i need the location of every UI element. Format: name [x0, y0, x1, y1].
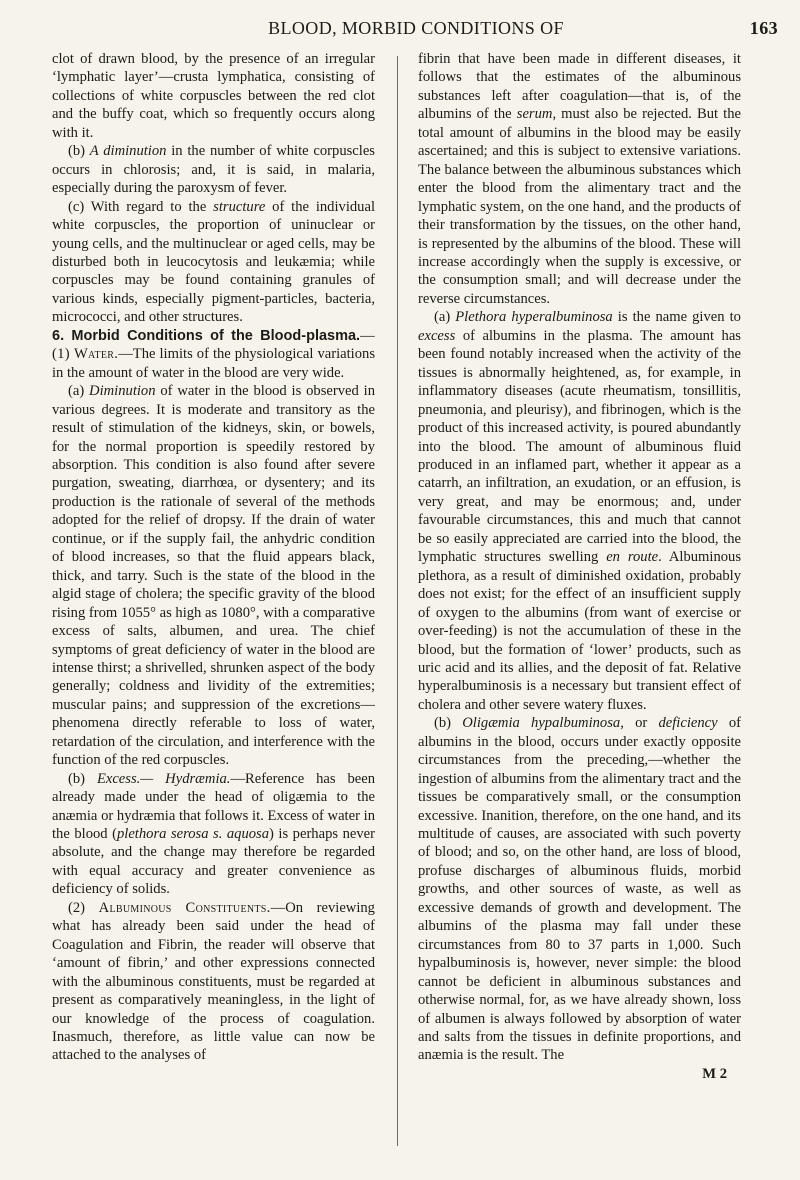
item-label: (a) — [434, 309, 451, 326]
item-label: (c) — [68, 198, 85, 215]
paragraph-text: of albumins in the blood, occurs under exactly opposite circumstances from the preceding,—whether the ingestion of albumins from the alimentary tract and the tissues be comparatively small, or the consumption excessive. Inanition, therefore, on the one hand, and its multitude of causes, are associated with such poverty of blood; and so, on the other hand, are loss of blood, profuse discharges of albuminous fluids, morbid growths, and other sources of waste, as well as excessive demands of growth and development. The albumins of the plasma may fall under these circumstances from 80 to 37 parts in 1,000. Such hypalbuminosis is, however, never simple: the blood cannot be deficient in albuminous substances and otherwise normal, for, as we have already shown, loss of albumen is always followed by absorption of water and salts from the tissues in definite proportions, and anæmia is the result. The — [418, 715, 741, 1064]
italic-term: serum — [516, 106, 553, 123]
item-label: (b) — [68, 143, 86, 160]
paragraph-text: fibrin that have been made in different diseases, it follows that the estimates of the albuminous substances left after coagulation—that is, of the albumins of the — [418, 51, 741, 123]
subsection-heading: Albuminous Constituents. — [98, 899, 271, 916]
paragraph-text: , or — [620, 715, 648, 732]
paragraph-text: With regard to the — [90, 198, 207, 215]
page-number: 163 — [749, 18, 778, 38]
italic-term: Oligæmia hypalbuminosa — [462, 715, 621, 732]
italic-term: Excess.— Hydræmia. — [96, 770, 231, 787]
section-6-paragraph — [52, 327, 375, 382]
italic-term: structure — [213, 198, 266, 215]
item-label: (b) — [68, 770, 86, 787]
signature-mark: M 2 — [702, 1065, 727, 1082]
column-divider — [397, 56, 398, 1146]
paragraph-continuation — [418, 50, 741, 308]
paragraph-continuation — [52, 50, 375, 142]
paragraph-text: is the name given to — [617, 309, 741, 326]
paragraph-water-excess — [52, 770, 375, 899]
italic-term: excess — [418, 327, 456, 344]
paragraph-white-corpuscle-diminution — [52, 142, 375, 197]
paragraph-text: , must also be rejected. But the total amount of albumins in the blood may be easily ascertained; and this is subject to extensive variations. The balance between the albuminous substances which enter the blood from the alimentary tract and the lymphatic system, on the one hand, and the products of their transformation by the tissues, on the other hand, is represented by the albumins of the blood. These will increase accordingly when the supply is excessive, or the consumption small; and will decrease under the reverse circumstances. — [418, 106, 741, 307]
paragraph-text: —On reviewing what has already been said under the head of Coagulation and Fibrin, the reader will observe that ‘amount of fibrin,’ and other expressions connected with the albuminous constituents, must be regarded at present as comparatively meaningless, in the light of our knowledge of the process of coagulation. Inasmuch, therefore, as little value can now be attached to the analyses of — [52, 899, 375, 1064]
paragraph-hypalbuminosa — [418, 714, 741, 1065]
paragraph-text: ) is perhaps never absolute, and the change may therefore be regarded with equal accuracy and greater convenience as deficiency of solids. — [52, 826, 375, 898]
paragraph-text: of water in the blood is observed in various degrees. It is moderate and transitory as the result of stimulation of the kidneys, skin, or bowels, for the normal proportion is speedily restored by absorption. This condition is also found after severe purgation, sweating, diarrhœa, or dysentery; and its production is the rationale of several of the methods adopted for the relief of dropsy. If the drain of water continue, or if the supply fail, the anhydric condition of blood increases, so that the fluid appears black, thick, and tarry. Such is the state of the blood in the algid stage of cholera; the specific gravity of the blood rising from 1055° as high as 1080°, with a comparative excess of salts, albumen, and urea. The chief symptoms of great deficiency of water in the blood are intense thirst; a shrivelled, shrunken aspect of the body generally; coldness and lividity of the extremities; muscular pains; and suppression of the excretions—phenomena directly referable to loss of water, retardation of the circulation, and interference with the function of the red corpuscles. — [52, 383, 375, 769]
paragraph-text: of albumins in the plasma. The amount has been found notably increased when the activity of the tissues is abnormally heightened, as, for example, in inflammatory diseases (acute rheumatism, tonsillitis, pneumonia, and pleurisy), and fibrinogen, which is the product of this increased activity, is poured abundantly into the blood. The amount of albuminous fluid produced in an inflamed part, whether it appear as a catarrh, an infiltration, an exudation, or an effusion, is very great, and may be enormous; and, under favourable circumstances, this and much that cannot be so easily appreciated are carried into the blood, the lymphatic structures swelling — [418, 327, 741, 566]
subsection-heading: —(1) Water. — [52, 327, 375, 363]
section-heading: 6. Morbid Conditions of the Blood-plasma. — [52, 327, 361, 344]
right-column — [418, 50, 741, 1083]
italic-term: plethora serosa s. aquosa — [116, 826, 270, 843]
paragraph-text: . Albuminous plethora, as a result of diminished oxidation, probably does not exist; for the effect of an insufficient supply of oxygen to the albumins (from want of exercise or over-feeding) is not the accumulation of these in the blood, but the formation of ‘lower’ products, such as uric acid and its allies, and the deposit of fat. Relative hyperalbuminosis is a necessary but transient effect of cholera and other severe watery fluxes. — [418, 549, 742, 713]
italic-term: en route — [606, 549, 659, 566]
italic-term: deficiency — [658, 715, 718, 732]
italic-term: Plethora hyperalbuminosa — [455, 309, 613, 326]
left-column — [52, 50, 375, 1065]
paragraph-text: —The limits of the physiological variations in the amount of water in the blood are very wide. — [52, 346, 375, 381]
running-head — [54, 18, 778, 42]
italic-term: Diminution — [89, 383, 156, 400]
paragraph-text: clot of drawn blood, by the presence of an irregular ‘lymphatic layer’—crusta lymphatica, consisting of collections of white corpuscles between the red clot and the buffy coat, which so frequently occurs along with it. — [52, 51, 375, 141]
paragraph-text: —Reference has been already made under the head of oligæmia to the anæmia or hydræmia that follows it. Excess of water in the blood ( — [52, 770, 375, 843]
paragraph-water-diminution — [52, 382, 375, 770]
paragraph-albuminous-constituents — [52, 899, 375, 1065]
italic-term: A diminution — [89, 143, 167, 160]
paragraph-text: of the individual white corpuscles, the proportion of uninuclear or young cells, and the multinuclear or aged cells, may be disturbed both in leucocytosis and leukæmia; while corpuscles may be found containing granules of various kinds, especially pigment-particles, bacteria, micrococci, and other structures. — [52, 198, 376, 326]
paragraph-hyperalbuminosa — [418, 308, 741, 714]
item-label: (b) — [434, 715, 452, 732]
paragraph-text: in the number of white corpuscles occurs in chlorosis; and, it is said, in malaria, especially during the paroxysm of fever. — [52, 143, 375, 197]
item-label: (2) — [68, 899, 86, 916]
paragraph-corpuscle-structure — [52, 198, 375, 327]
running-head-title: BLOOD, MORBID CONDITIONS OF — [268, 18, 564, 38]
item-label: (a) — [68, 383, 85, 400]
